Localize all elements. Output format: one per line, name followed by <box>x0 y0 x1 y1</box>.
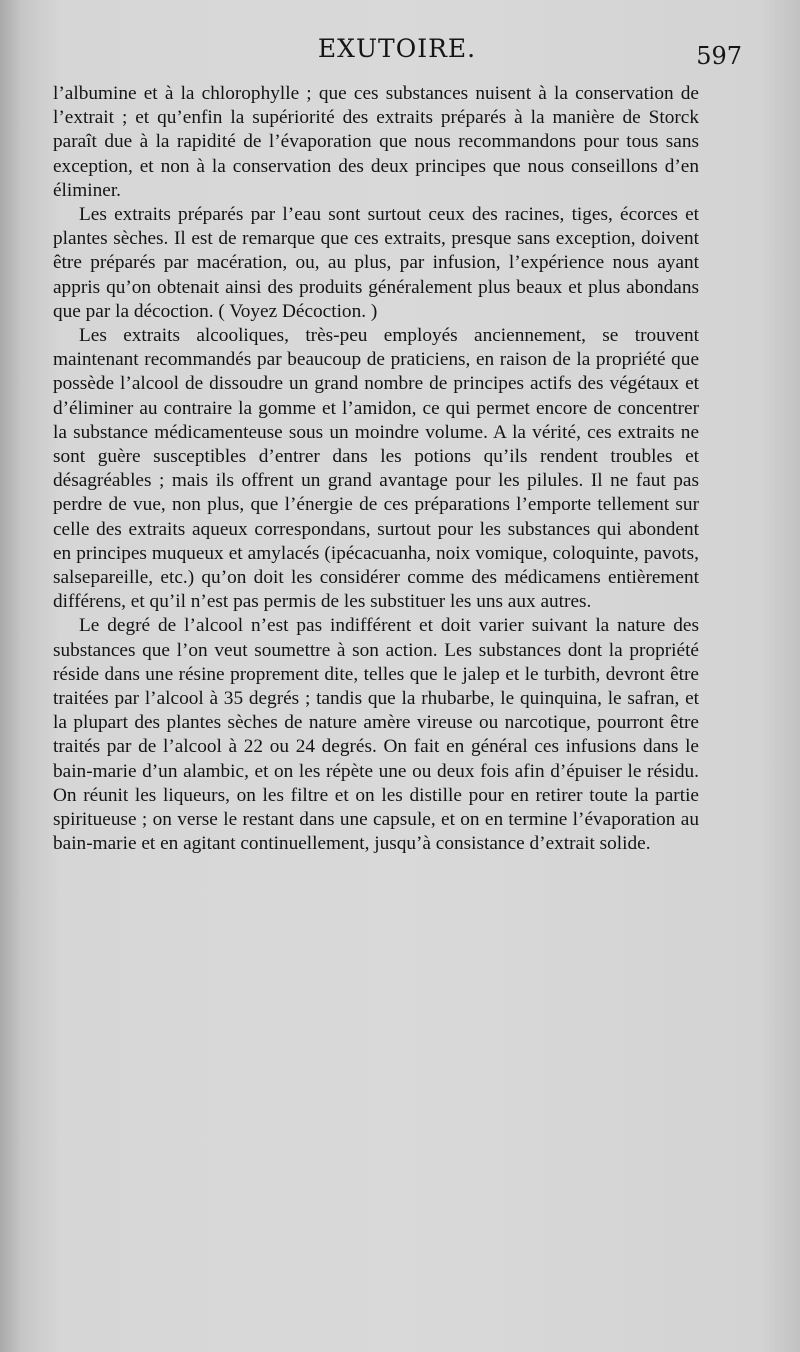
running-title: EXUTOIRE. <box>317 34 477 63</box>
paragraph-continuation: l’albumine et à la chlorophylle ; que ces substances nuisent à la conservation de l’extrait ; et qu’enfin la supériorité des extraits préparés à la manière de Storck paraît due à la rapidité de l’évaporation que nous recommandons pour tous sans exception, et non à la conservation des deux principes que nous conseillons d’en éliminer. <box>53 83 699 201</box>
body-text <box>53 82 699 857</box>
paragraph-alcohol-degree: Le degré de l’alcool n’est pas indifférent et doit varier suivant la nature des substances que l’on veut soumettre à son action. Les substances dont la propriété réside dans une résine proprement dite, telles que le jalep et le turbith, devront être traitées par l’alcool à 35 degrés ; tandis que la rhubarbe, le quinquina, le safran, et la plupart des plantes sèches de nature amère vireuse ou narcotique, pourront être traités par de l’alcool à 22 ou 24 degrés. On fait en général ces infusions dans le bain-marie d’un alambic, et on les répète une ou deux fois afin d’épuiser le résidu. On réunit les liqueurs, on les filtre et on les distille pour en retirer toute la partie spiritueuse ; on verse le restant dans une capsule, et on en termine l’évaporation au bain-marie et en agitant continuellement, jusqu’à consistance d’extrait solide. <box>53 615 699 855</box>
paragraph-alcoholic-extracts: Les extraits alcooliques, très-peu employés anciennement, se trouvent maintenant recommandés par beaucoup de praticiens, en raison de la propriété que possède l’alcool de dissoudre un grand nombre de principes actifs des végétaux et d’éliminer au contraire la gomme et l’amidon, ce qui permet encore de concentrer la substance médicamenteuse sous un moindre volume. A la vérité, ces extraits ne sont guère susceptibles d’entrer dans les potions qu’ils rendent troubles et désagréables ; mais ils offrent un grand avantage pour les pilules. Il ne faut pas perdre de vue, non plus, que l’énergie de ces préparations l’emporte tellement sur celle des extraits aqueux correspondans, surtout pour les substances qui abondent en principes muqueux et amylacés (ipécacuanha, noix vomique, coloquinte, pavots, salsepareille, etc.) qu’on doit les considérer comme des médicamens entièrement différens, et qu’il n’est pas permis de les substituer les uns aux autres. <box>53 325 699 613</box>
paragraph-aqueous-extracts: Les extraits préparés par l’eau sont surtout ceux des racines, tiges, écorces et plantes sèches. Il est de remarque que ces extraits, presque sans exception, doivent être préparés par macération, ou, au plus, par infusion, l’expérience nous ayant appris qu’on obtenait ainsi des produits généralement plus beaux et plus abondans que par la décoction. ( Voyez Décoction. ) <box>53 204 699 322</box>
page-number: 597 <box>696 42 742 70</box>
page-header <box>52 34 742 78</box>
